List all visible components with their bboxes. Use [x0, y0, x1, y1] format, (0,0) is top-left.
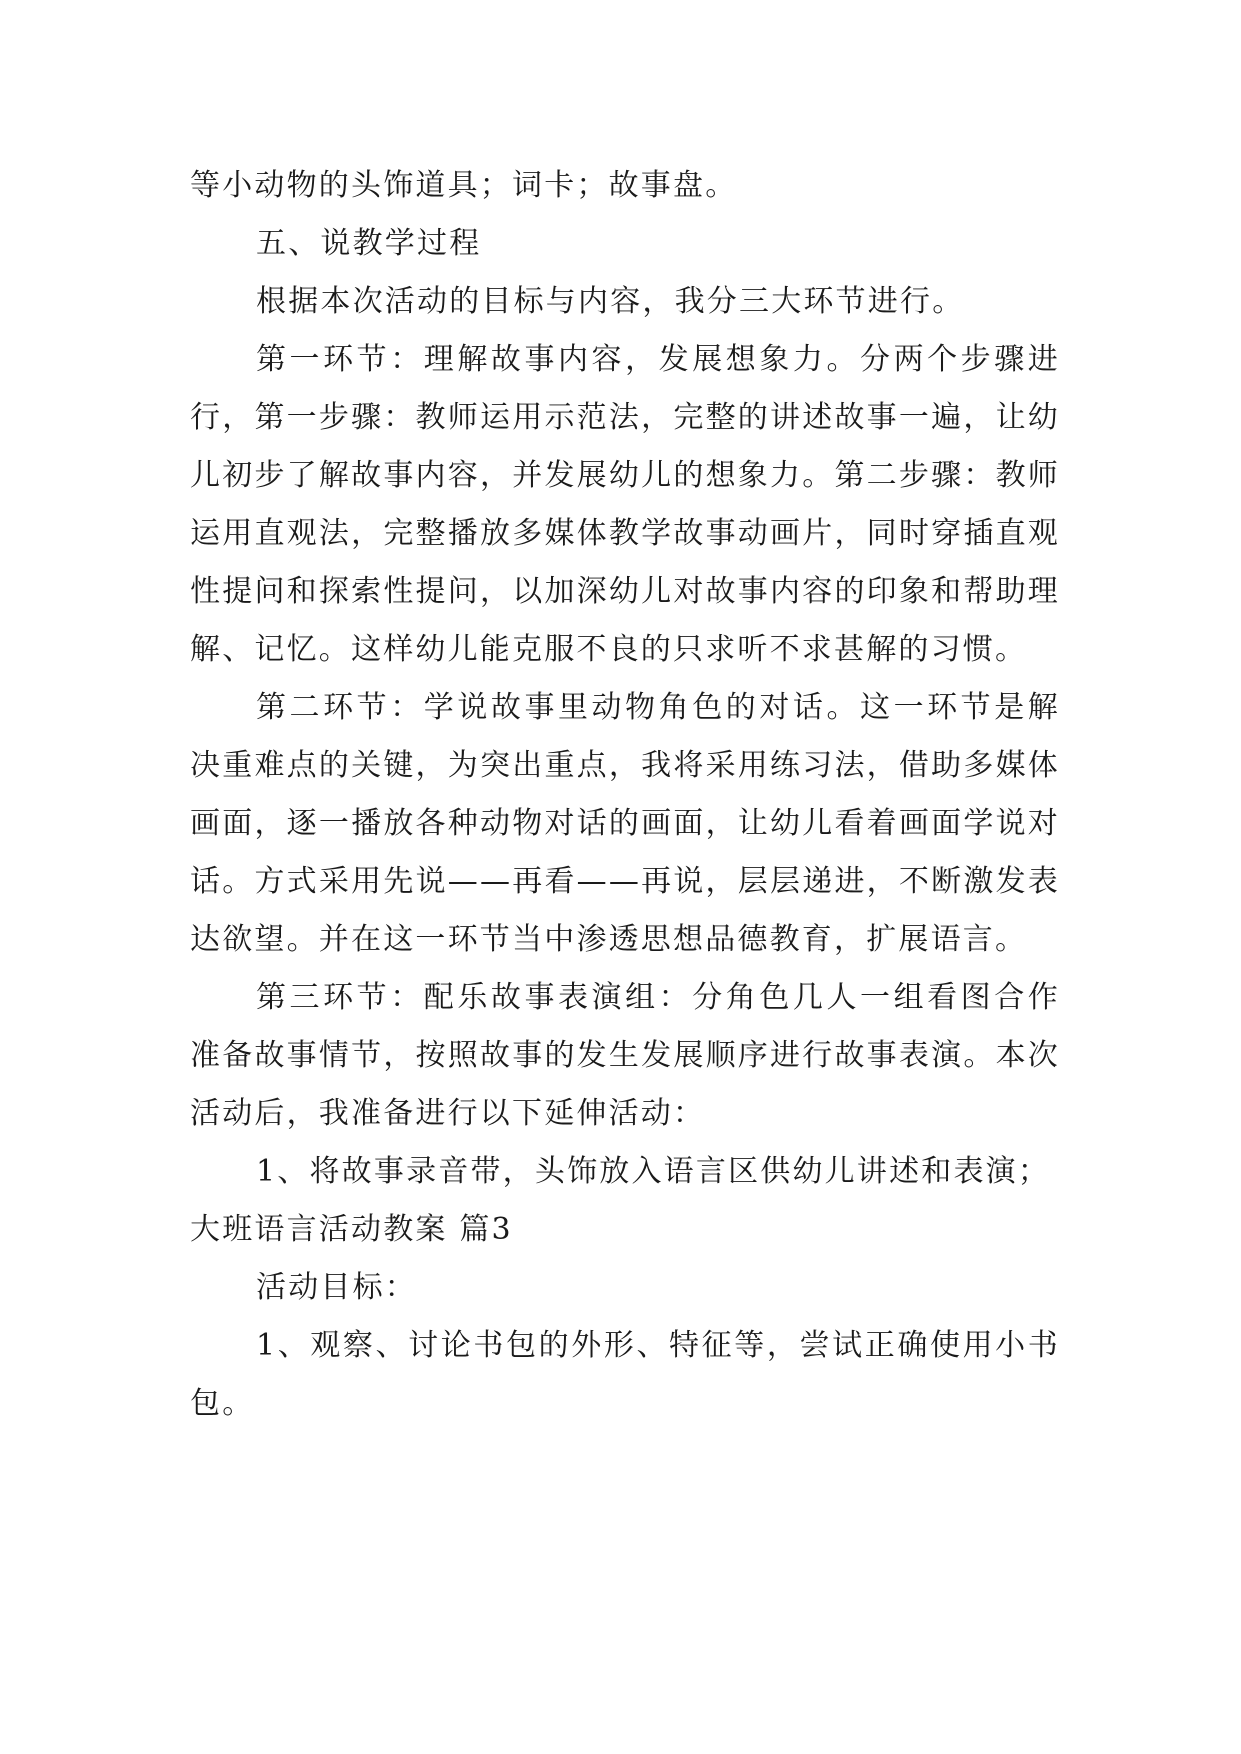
paragraph-extension-item-1: 1、将故事录音带，头饰放入语言区供幼儿讲述和表演； — [256, 1154, 1051, 1189]
section-heading-teaching-process: 五、说教学过程 — [256, 226, 482, 261]
paragraph-materials-end: 等小动物的头饰道具；词卡；故事盘。 — [190, 168, 738, 203]
paragraph-overview: 根据本次活动的目标与内容，我分三大环节进行。 — [256, 284, 965, 319]
document-body — [190, 157, 1060, 1433]
paragraph-stage-one: 第一环节：理解故事内容，发展想象力。分两个步骤进行，第一步骤：教师运用示范法，完整的讲述故事一遍，让幼儿初步了解故事内容，并发展幼儿的想象力。第二步骤：教师运用直观法，完整播放多媒体教学故事动画片，同时穿插直观性提问和探索性提问，以加深幼儿对故事内容的印象和帮助理解、记忆。这样幼儿能克服不良的只求听不求甚解的习惯。 — [190, 342, 1060, 667]
heading-activity-goals: 活动目标： — [256, 1270, 417, 1305]
paragraph-stage-three: 第三环节：配乐故事表演组：分角色几人一组看图合作准备故事情节，按照故事的发生发展顺序进行故事表演。本次活动后，我准备进行以下延伸活动： — [190, 980, 1060, 1131]
paragraph-goal-1: 1、观察、讨论书包的外形、特征等，尝试正确使用小书包。 — [190, 1328, 1060, 1421]
lesson-plan-title: 大班语言活动教案 篇3 — [190, 1212, 513, 1247]
paragraph-stage-two: 第二环节：学说故事里动物角色的对话。这一环节是解决重难点的关键，为突出重点，我将采用练习法，借助多媒体画面，逐一播放各种动物对话的画面，让幼儿看着画面学说对话。方式采用先说——再看——再说，层层递进，不断激发表达欲望。并在这一环节当中渗透思想品德教育，扩展语言。 — [190, 690, 1060, 957]
